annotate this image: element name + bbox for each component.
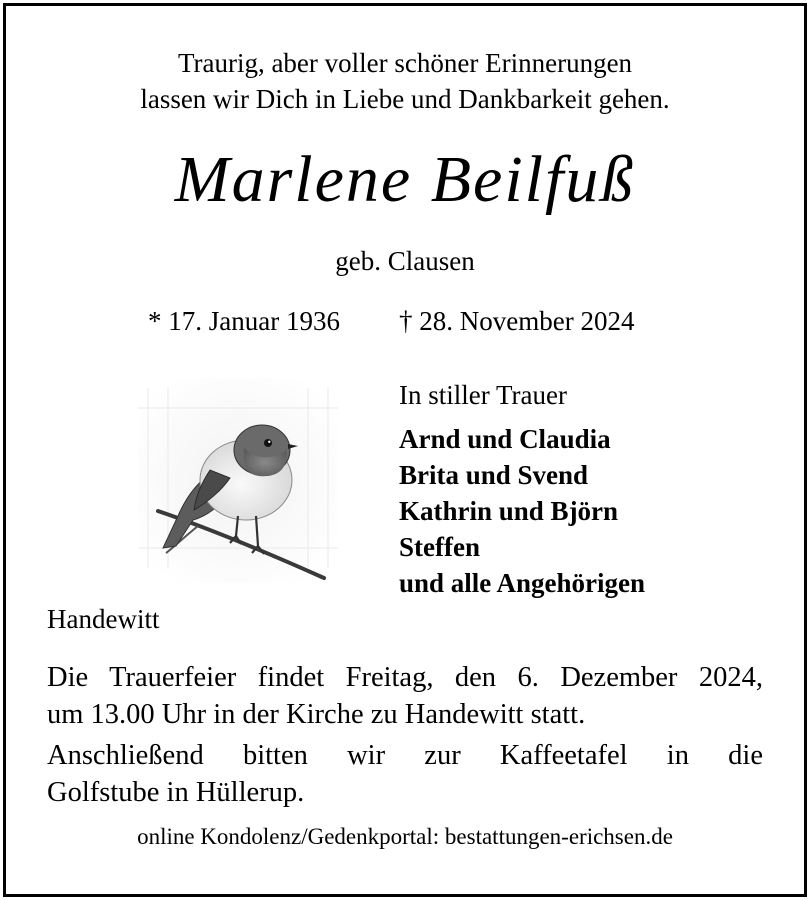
online-condolence: online Kondolenz/Gedenkportal: bestattungen-erichsen.de xyxy=(137,824,673,849)
deceased-name: Marlene Beilfuß xyxy=(174,143,636,216)
place-name: Handewitt xyxy=(47,604,160,634)
birth-date: * 17. Januar 1936 xyxy=(148,306,340,336)
funeral-line-2: um 13.00 Uhr in der Kirche zu Handewitt statt. xyxy=(47,699,586,730)
mourner-name: und alle Angehörigen xyxy=(399,568,646,598)
coffee-line-1: Anschließend bitten wir zur Kaffeetafel in die xyxy=(47,740,763,771)
mourner-name: Arnd und Claudia xyxy=(399,424,611,454)
mourning-heading: In stiller Trauer xyxy=(399,380,567,410)
funeral-line-1: Die Trauerfeier findet Freitag, den 6. Dezember 2024, xyxy=(47,662,763,693)
intro-line-2: lassen wir Dich in Liebe und Dankbarkeit gehen. xyxy=(140,84,670,114)
death-date: † 28. November 2024 xyxy=(399,306,635,336)
intro-line-1: Traurig, aber voller schöner Erinnerungen xyxy=(177,48,633,78)
mourner-name: Steffen xyxy=(399,532,480,562)
maiden-name: geb. Clausen xyxy=(335,246,475,276)
robin-bird-image xyxy=(138,378,338,583)
mourner-name: Kathrin und Björn xyxy=(399,496,619,526)
mourner-name: Brita und Svend xyxy=(399,460,589,490)
coffee-line-2: Golfstube in Hüllerup. xyxy=(47,777,305,808)
